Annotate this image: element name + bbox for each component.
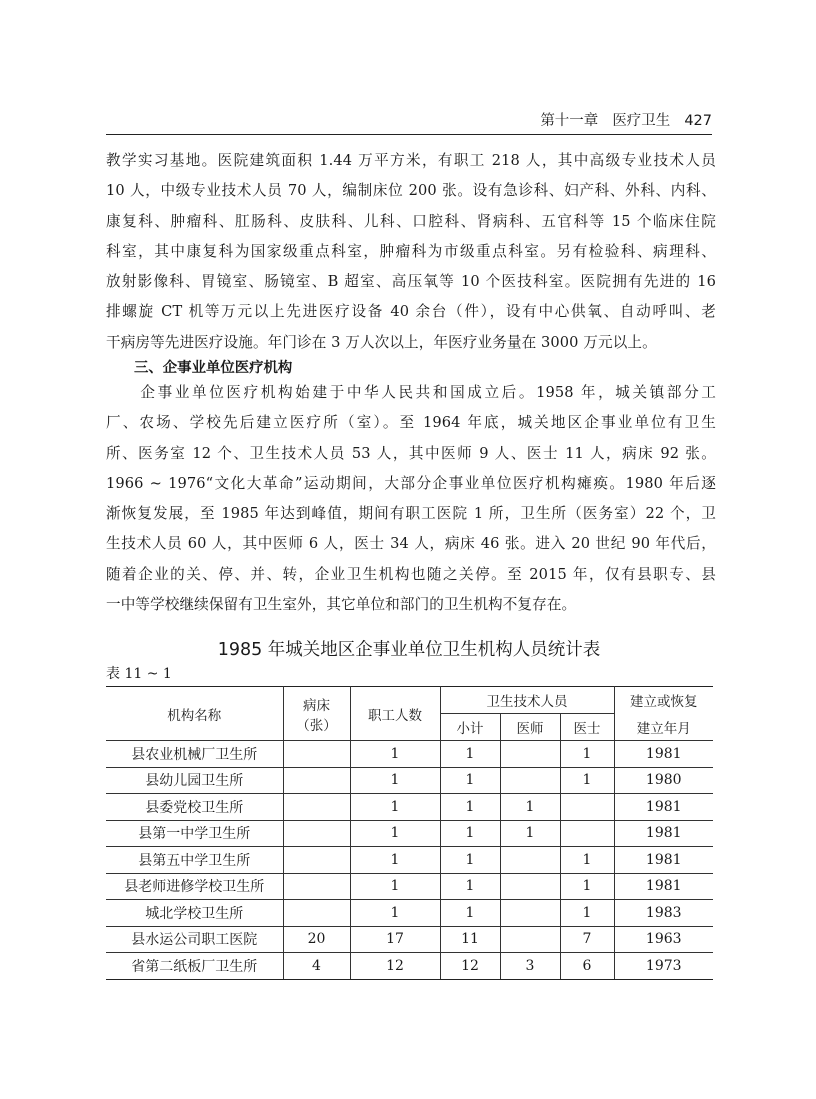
- text-line: 一中等学校继续保留有卫生室外，其它单位和部门的卫生机构不复存在。: [106, 596, 577, 614]
- cell-staff: 1: [350, 900, 440, 927]
- text-line: 排螺旋 CT 机等万元以上先进医疗设备 40 余台（件），设有中心供氧、自动呼叫、老: [106, 303, 716, 321]
- statistics-table: [106, 686, 713, 980]
- page-number: 427: [684, 113, 712, 129]
- paragraph-enterprise-medical: [106, 378, 716, 620]
- text-line: 渐恢复发展，至 1985 年达到峰值，期间有职工医院 1 所，卫生所（医务室）22 个，卫: [106, 505, 716, 523]
- section-label: 医疗卫生: [612, 113, 671, 129]
- cell-subtotal: 1: [440, 847, 500, 874]
- header-staff: 职工人数: [350, 687, 440, 741]
- cell-staff: 1: [350, 873, 440, 900]
- table-row: [106, 767, 713, 794]
- header-tech: 卫生技术人员: [440, 687, 614, 714]
- cell-beds: [283, 794, 350, 821]
- cell-subtotal: 12: [440, 953, 500, 980]
- cell-beds: [283, 847, 350, 874]
- cell-name: 县幼儿园卫生所: [106, 767, 283, 794]
- table-row: [106, 847, 713, 874]
- cell-year: 1981: [614, 847, 713, 874]
- text-line: 干病房等先进医疗设施。年门诊在 3 万人次以上，年医疗业务量在 3000 万元以上。: [106, 333, 657, 351]
- cell-physician: [500, 900, 560, 927]
- cell-physician: [500, 767, 560, 794]
- header-physician: 医师: [500, 714, 560, 741]
- cell-staff: 1: [350, 794, 440, 821]
- cell-beds: [283, 820, 350, 847]
- header-beds: [283, 687, 350, 741]
- cell-year: 1981: [614, 741, 713, 768]
- table-title: 1985 年城关地区企事业单位卫生机构人员统计表: [217, 640, 601, 660]
- cell-assistant: 1: [560, 767, 614, 794]
- cell-name: 县第一中学卫生所: [106, 820, 283, 847]
- table-row: [106, 873, 713, 900]
- cell-name: 县第五中学卫生所: [106, 847, 283, 874]
- cell-staff: 17: [350, 926, 440, 953]
- cell-beds: [283, 873, 350, 900]
- cell-assistant: 6: [560, 953, 614, 980]
- cell-name: 省第二纸板厂卫生所: [106, 953, 283, 980]
- table-row: [106, 741, 713, 768]
- cell-staff: 12: [350, 953, 440, 980]
- cell-year: 1963: [614, 926, 713, 953]
- cell-beds: 4: [283, 953, 350, 980]
- table-row: [106, 820, 713, 847]
- table-row: [106, 953, 713, 980]
- cell-staff: 1: [350, 820, 440, 847]
- text-line: 企事业单位医疗机构始建于中华人民共和国成立后。1958 年，城关镇部分工: [106, 384, 716, 401]
- header-year-line2: 建立年月: [614, 714, 713, 741]
- cell-year: 1980: [614, 767, 713, 794]
- running-header: [106, 110, 712, 135]
- text-line: 生技术人员 60 人，其中医师 6 人，医士 34 人，病床 46 张。进入 20 世纪 90 年代后，: [106, 535, 716, 553]
- text-line: 厂、农场、学校先后建立医疗所（室）。至 1964 年底，城关地区企事业单位有卫生: [106, 414, 716, 432]
- cell-physician: [500, 847, 560, 874]
- cell-year: 1973: [614, 953, 713, 980]
- cell-assistant: 1: [560, 900, 614, 927]
- cell-name: 城北学校卫生所: [106, 900, 283, 927]
- cell-name: 县委党校卫生所: [106, 794, 283, 821]
- header-subtotal: 小计: [440, 714, 500, 741]
- cell-subtotal: 1: [440, 873, 500, 900]
- cell-beds: [283, 767, 350, 794]
- cell-name: 县老师进修学校卫生所: [106, 873, 283, 900]
- chapter-label: 第十一章: [540, 113, 599, 129]
- cell-subtotal: 1: [440, 741, 500, 768]
- cell-physician: 1: [500, 820, 560, 847]
- text-line: 所、医务室 12 个、卫生技术人员 53 人，其中医师 9 人、医士 11 人，病床 92 张。: [106, 444, 716, 462]
- cell-year: 1981: [614, 873, 713, 900]
- header-beds-line1: 病床: [303, 697, 330, 714]
- header-beds-line2: （张）: [296, 717, 337, 734]
- text-line: 教学实习基地。医院建筑面积 1.44 万平方米，有职工 218 人，其中高级专业技术人员: [106, 152, 716, 169]
- cell-physician: 1: [500, 794, 560, 821]
- cell-assistant: 7: [560, 926, 614, 953]
- cell-physician: [500, 926, 560, 953]
- cell-subtotal: 1: [440, 900, 500, 927]
- cell-physician: 3: [500, 953, 560, 980]
- cell-year: 1981: [614, 820, 713, 847]
- cell-staff: 1: [350, 847, 440, 874]
- header-year-line1: 建立或恢复: [614, 687, 713, 714]
- cell-staff: 1: [350, 767, 440, 794]
- cell-staff: 1: [350, 741, 440, 768]
- header-assistant: 医士: [560, 714, 614, 741]
- text-line: 1966 ~ 1976“文化大革命”运动期间，大部分企事业单位医疗机构瘫痪。1980 年后逐: [106, 474, 716, 492]
- cell-beds: [283, 900, 350, 927]
- cell-assistant: 1: [560, 741, 614, 768]
- table-row: [106, 900, 713, 927]
- cell-beds: 20: [283, 926, 350, 953]
- cell-subtotal: 1: [440, 767, 500, 794]
- cell-subtotal: 1: [440, 820, 500, 847]
- cell-assistant: 1: [560, 873, 614, 900]
- cell-physician: [500, 873, 560, 900]
- text-line: 随着企业的关、停、并、转，企业卫生机构也随之关停。至 2015 年，仅有县职专、县: [106, 565, 716, 583]
- table-row: [106, 926, 713, 953]
- table-body: [106, 741, 713, 980]
- cell-year: 1981: [614, 794, 713, 821]
- cell-physician: [500, 741, 560, 768]
- cell-subtotal: 11: [440, 926, 500, 953]
- cell-assistant: [560, 794, 614, 821]
- cell-beds: [283, 741, 350, 768]
- cell-assistant: 1: [560, 847, 614, 874]
- text-line: 康复科、肿瘤科、肛肠科、皮肤科、儿科、口腔科、肾病科、五官科等 15 个临床住院: [106, 212, 716, 230]
- text-line: 科室，其中康复科为国家级重点科室，肿瘤科为市级重点科室。另有检验科、病理科、: [106, 242, 716, 260]
- cell-subtotal: 1: [440, 794, 500, 821]
- text-line: 放射影像科、胃镜室、肠镜室、B 超室、高压氧等 10 个医技科室。医院拥有先进的 16: [106, 273, 716, 291]
- cell-name: 县水运公司职工医院: [106, 926, 283, 953]
- text-line: 10 人，中级专业技术人员 70 人，编制床位 200 张。设有急诊科、妇产科、外科、内科、: [106, 182, 716, 200]
- table-row: [106, 794, 713, 821]
- header-name: 机构名称: [106, 687, 283, 741]
- cell-year: 1983: [614, 900, 713, 927]
- table-number: 表 11 ~ 1: [106, 666, 172, 682]
- section-heading: 三、企事业单位医疗机构: [134, 360, 293, 376]
- paragraph-hospital: [106, 146, 716, 358]
- cell-assistant: [560, 820, 614, 847]
- cell-name: 县农业机械厂卫生所: [106, 741, 283, 768]
